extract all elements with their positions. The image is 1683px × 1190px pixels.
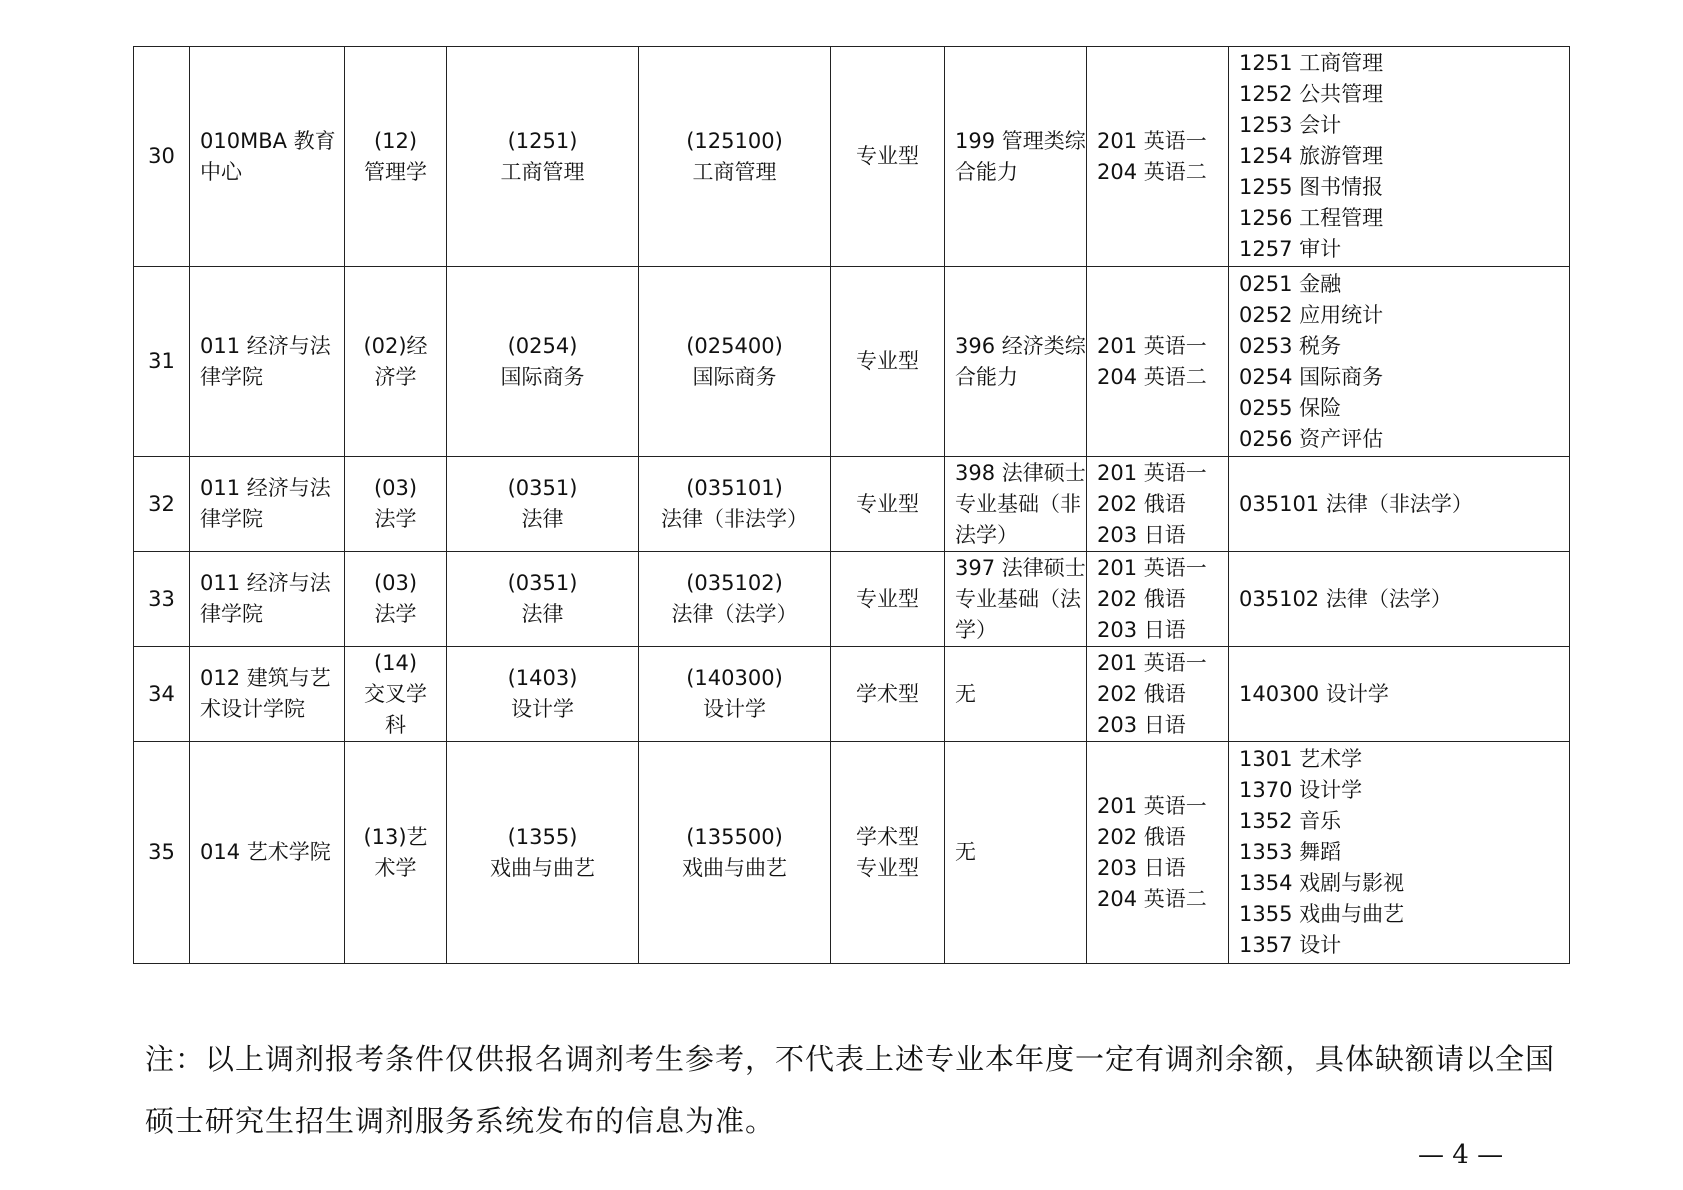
cell-line: 1355 戏曲与曲艺 [1239, 902, 1405, 926]
cell-line: 204 英语二 [1097, 364, 1207, 389]
cell-line: 011 经济与法 [200, 571, 331, 595]
exam-subject-cell [945, 742, 1087, 964]
cell-line: 1353 舞蹈 [1239, 840, 1342, 864]
major-cell [639, 47, 831, 267]
cell-line: (1355) [507, 824, 578, 849]
cell-line: 1357 设计 [1239, 933, 1342, 957]
page-number: — 4 — [1418, 1140, 1504, 1170]
cell-line: 201 英语一 [1097, 793, 1207, 818]
cell-line: (035102) [686, 571, 783, 595]
cell-line: 国际商务 [692, 364, 777, 389]
degree-type-cell [831, 47, 945, 267]
cell-line: 201 英语一 [1097, 650, 1207, 675]
foreign-language-cell [1087, 647, 1229, 742]
discipline-category-cell [345, 647, 447, 742]
cell-line: (0254) [507, 333, 578, 358]
cell-line: 学术型 [856, 681, 919, 706]
cell-line: (035101) [686, 476, 783, 500]
accepted-majors-cell [1229, 742, 1570, 964]
cell-line: 1354 戏剧与影视 [1239, 871, 1405, 895]
table-body [134, 47, 1570, 964]
footnote: 注：以上调剂报考条件仅供报名调剂考生参考，不代表上述专业本年度一定有调剂余额，具体缺额请以全国硕士研究生招生调剂服务系统发布的信息为准。 [145, 1042, 1556, 1138]
cell-line: 1256 工程管理 [1239, 206, 1384, 230]
table-row [134, 457, 1570, 552]
cell-line: 1257 审计 [1239, 237, 1342, 261]
cell-line: 法律 [521, 507, 564, 531]
cell-line: (0351) [507, 571, 578, 595]
college-cell [190, 267, 345, 457]
cell-line: 无 [955, 840, 976, 864]
cell-line: 203 日语 [1097, 855, 1186, 880]
cell-line: 专业型 [856, 855, 919, 880]
row-number-cell: 35 [134, 742, 190, 964]
cell-line: 律学院 [200, 507, 263, 531]
cell-line: 201 英语一 [1097, 460, 1207, 485]
foreign-language-cell [1087, 47, 1229, 267]
degree-type-cell [831, 552, 945, 647]
cell-line: 398 法律硕士 [955, 460, 1086, 485]
cell-line: (03) [373, 571, 418, 595]
cell-line: 035102 法律（法学） [1239, 586, 1452, 611]
cell-line: 学术型 [856, 824, 919, 849]
discipline-category-cell [345, 267, 447, 457]
cell-line: 0254 国际商务 [1239, 364, 1384, 389]
cell-line: (1403) [507, 666, 578, 690]
row-number-cell: 30 [134, 47, 190, 267]
first-level-discipline-cell [447, 647, 639, 742]
college-cell [190, 647, 345, 742]
cell-line: 术学 [374, 855, 417, 880]
foreign-language-cell [1087, 457, 1229, 552]
cell-line: 术设计学院 [200, 697, 305, 721]
cell-line: (025400) [686, 333, 783, 358]
table-row [134, 47, 1570, 267]
cell-line: 011 经济与法 [200, 333, 331, 358]
cell-line: (03) [373, 476, 418, 500]
major-cell [639, 647, 831, 742]
foreign-language-cell [1087, 742, 1229, 964]
cell-line: (13)艺 [363, 824, 428, 849]
cell-line: 203 日语 [1097, 617, 1186, 642]
cell-line: 012 建筑与艺 [200, 666, 331, 690]
cell-line: 无 [955, 681, 976, 706]
accepted-majors-cell [1229, 267, 1570, 457]
cell-line: (02)经 [363, 333, 428, 358]
cell-line: 202 俄语 [1097, 586, 1186, 611]
cell-line: 1301 艺术学 [1239, 747, 1363, 771]
exam-subject-cell [945, 267, 1087, 457]
college-cell [190, 457, 345, 552]
cell-line: 合能力 [955, 364, 1018, 389]
cell-line: 010MBA 教育 [200, 128, 336, 153]
cell-line: 戏曲与曲艺 [682, 855, 787, 880]
cell-line: (125100) [686, 128, 783, 153]
cell-line: 工商管理 [500, 159, 585, 184]
first-level-discipline-cell [447, 457, 639, 552]
adjustment-table [133, 46, 1570, 964]
cell-line: 201 英语一 [1097, 333, 1207, 358]
cell-line: 学） [955, 617, 997, 642]
discipline-category-cell [345, 47, 447, 267]
table-row [134, 267, 1570, 457]
cell-line: 专业型 [856, 586, 919, 611]
cell-line: 1254 旅游管理 [1239, 144, 1384, 168]
first-level-discipline-cell [447, 742, 639, 964]
table-row [134, 742, 1570, 964]
cell-line: (14) [373, 650, 418, 675]
cell-line: 法律（非法学） [661, 507, 808, 531]
cell-line: 199 管理类综 [955, 128, 1086, 153]
cell-line: 交叉学 [364, 681, 427, 706]
cell-line: 1352 音乐 [1239, 809, 1342, 833]
cell-line: (140300) [686, 666, 783, 690]
cell-line: (0351) [507, 476, 578, 500]
cell-line: 140300 设计学 [1239, 681, 1389, 706]
accepted-majors-cell [1229, 47, 1570, 267]
cell-line: 1253 会计 [1239, 113, 1342, 137]
cell-line: 1252 公共管理 [1239, 82, 1384, 106]
degree-type-cell [831, 457, 945, 552]
cell-line: 法律（法学） [671, 602, 798, 626]
cell-line: 1370 设计学 [1239, 778, 1363, 802]
cell-line: 法学 [374, 602, 417, 626]
college-cell [190, 742, 345, 964]
cell-line: 济学 [374, 364, 417, 389]
cell-line: 011 经济与法 [200, 476, 331, 500]
cell-line: 202 俄语 [1097, 491, 1186, 516]
foreign-language-cell [1087, 267, 1229, 457]
cell-line: (135500) [686, 824, 783, 849]
cell-line: 专业型 [856, 491, 919, 516]
first-level-discipline-cell [447, 552, 639, 647]
cell-line: 0256 资产评估 [1239, 426, 1384, 451]
row-number-cell: 34 [134, 647, 190, 742]
cell-line: 律学院 [200, 602, 263, 626]
exam-subject-cell [945, 552, 1087, 647]
accepted-majors-cell [1229, 647, 1570, 742]
cell-line: 专业型 [856, 144, 919, 168]
cell-line: 设计学 [703, 697, 766, 721]
cell-line: 管理学 [364, 159, 427, 184]
exam-subject-cell [945, 457, 1087, 552]
degree-type-cell [831, 267, 945, 457]
accepted-majors-cell [1229, 552, 1570, 647]
cell-line: 戏曲与曲艺 [490, 855, 595, 880]
cell-line: 202 俄语 [1097, 681, 1186, 706]
cell-line: 专业基础（法 [955, 586, 1081, 611]
discipline-category-cell [345, 742, 447, 964]
first-level-discipline-cell [447, 47, 639, 267]
major-cell [639, 267, 831, 457]
cell-line: 国际商务 [500, 364, 585, 389]
cell-line: 204 英语二 [1097, 159, 1207, 184]
cell-line: 工商管理 [692, 159, 777, 184]
exam-subject-cell [945, 647, 1087, 742]
foreign-language-cell [1087, 552, 1229, 647]
cell-line: 0251 金融 [1239, 271, 1342, 296]
row-number-cell: 33 [134, 552, 190, 647]
first-level-discipline-cell [447, 267, 639, 457]
cell-line: 0253 税务 [1239, 333, 1342, 358]
cell-line: 204 英语二 [1097, 886, 1207, 911]
major-cell [639, 552, 831, 647]
cell-line: 1255 图书情报 [1239, 175, 1384, 199]
cell-line: 中心 [200, 159, 242, 184]
cell-line: 396 经济类综 [955, 333, 1086, 358]
major-cell [639, 457, 831, 552]
row-number-cell: 32 [134, 457, 190, 552]
major-cell [639, 742, 831, 964]
table-row [134, 552, 1570, 647]
cell-line: (12) [373, 128, 418, 153]
table-row [134, 647, 1570, 742]
cell-line: 014 艺术学院 [200, 840, 331, 864]
cell-line: 035101 法律（非法学） [1239, 491, 1473, 516]
degree-type-cell [831, 647, 945, 742]
cell-line: 专业基础（非 [955, 491, 1081, 516]
cell-line: 设计学 [511, 697, 574, 721]
cell-line: 法学 [374, 507, 417, 531]
exam-subject-cell [945, 47, 1087, 267]
cell-line: 法律 [521, 602, 564, 626]
cell-line: 203 日语 [1097, 522, 1186, 547]
cell-line: 1251 工商管理 [1239, 51, 1384, 75]
cell-line: 201 英语一 [1097, 128, 1207, 153]
discipline-category-cell [345, 552, 447, 647]
college-cell [190, 552, 345, 647]
college-cell [190, 47, 345, 267]
degree-type-cell [831, 742, 945, 964]
cell-line: 397 法律硕士 [955, 555, 1086, 580]
cell-line: 0255 保险 [1239, 395, 1342, 420]
cell-line: 203 日语 [1097, 712, 1186, 737]
cell-line: (1251) [507, 128, 578, 153]
accepted-majors-cell [1229, 457, 1570, 552]
cell-line: 法学） [955, 522, 1018, 547]
cell-line: 科 [385, 712, 406, 737]
row-number-cell: 31 [134, 267, 190, 457]
cell-line: 202 俄语 [1097, 824, 1186, 849]
discipline-category-cell [345, 457, 447, 552]
cell-line: 201 英语一 [1097, 555, 1207, 580]
cell-line: 合能力 [955, 159, 1018, 184]
cell-line: 律学院 [200, 364, 263, 389]
cell-line: 0252 应用统计 [1239, 302, 1384, 327]
cell-line: 专业型 [856, 349, 919, 373]
